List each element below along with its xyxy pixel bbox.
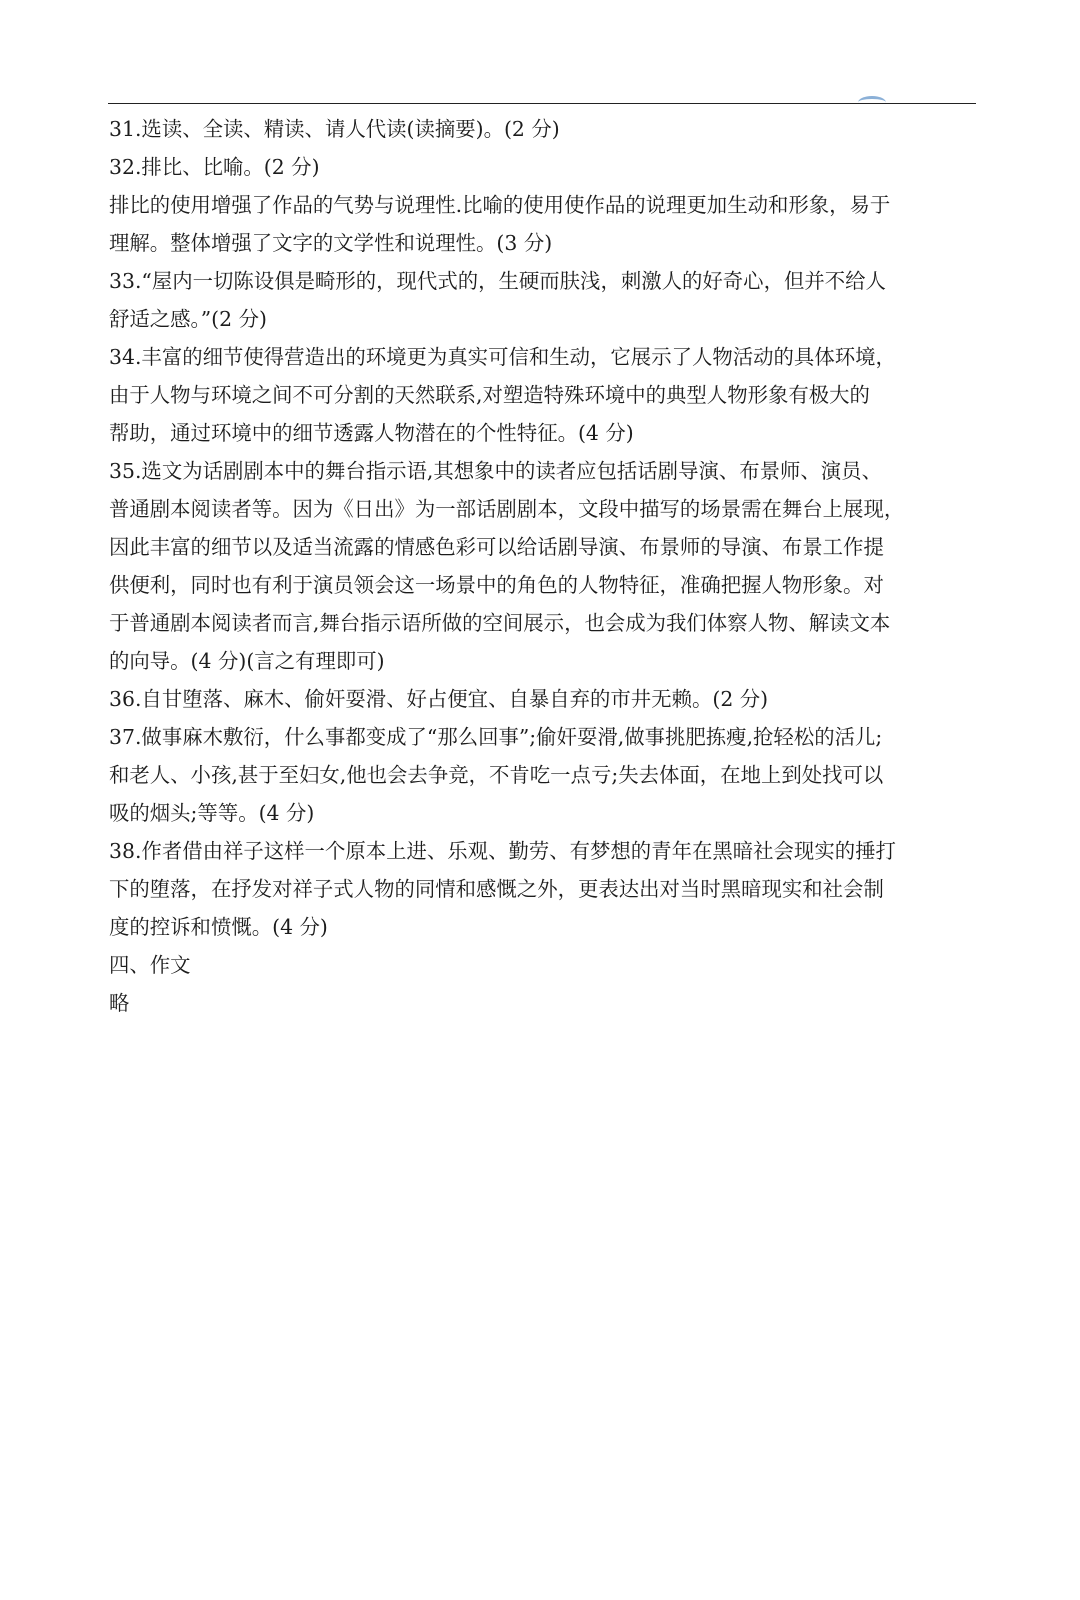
answer-35-line-6: 的向导。(4 分)(言之有理即可) (109, 649, 385, 673)
answer-35-line-2: 普通剧本阅读者等。因为《日出》为一部话剧剧本，文段中描写的场景需在舞台上展现， (109, 497, 905, 521)
answer-36-line-1: 36.自甘堕落、麻木、偷奸耍滑、好占便宜、自暴自弃的市井无赖。(2 分) (109, 687, 769, 711)
section-four-body: 略 (109, 991, 130, 1015)
answer-37-line-3: 吸的烟头;等等。(4 分) (109, 801, 315, 825)
header-decoration-mark (858, 96, 886, 109)
answer-34-line-2: 由于人物与环境之间不可分割的天然联系,对塑造特殊环境中的典型人物形象有极大的 (109, 383, 870, 407)
answer-35-line-3: 因此丰富的细节以及适当流露的情感色彩可以给话剧导演、布景师的导演、布景工作提 (109, 535, 884, 559)
answer-35-line-5: 于普通剧本阅读者而言,舞台指示语所做的空间展示，也会成为我们体察人物、解读文本 (109, 611, 891, 635)
answer-32-line-3: 理解。整体增强了文字的文学性和说理性。(3 分) (109, 231, 553, 255)
answer-38-line-3: 度的控诉和愤慨。(4 分) (109, 915, 328, 939)
header-rule (108, 103, 976, 104)
answer-32-line-1: 32.排比、比喻。(2 分) (109, 155, 320, 179)
answer-38-line-1: 38.作者借由祥子这样一个原本上进、乐观、勤劳、有梦想的青年在黑暗社会现实的捶打 (109, 839, 896, 863)
answer-33-line-2: 舒适之感。”(2 分) (109, 307, 267, 331)
answer-31-line-1: 31.选读、全读、精读、请人代读(读摘要)。(2 分) (109, 117, 560, 141)
answer-38-line-2: 下的堕落，在抒发对祥子式人物的同情和感慨之外，更表达出对当时黑暗现实和社会制 (109, 877, 884, 901)
answer-37-line-1: 37.做事麻木敷衍，什么事都变成了“那么回事”;偷奸耍滑,做事挑肥拣瘦,抢轻松的活儿; (109, 725, 883, 749)
answer-content (109, 110, 977, 1022)
answer-34-line-1: 34.丰富的细节使得营造出的环境更为真实可信和生动，它展示了人物活动的具体环境， (109, 345, 896, 369)
answer-34-line-3: 帮助，通过环境中的细节透露人物潜在的个性特征。(4 分) (109, 421, 634, 445)
answer-37-line-2: 和老人、小孩,甚于至妇女,他也会去争竞，不肯吃一点亏;失去体面，在地上到处找可以 (109, 763, 884, 787)
answer-32-line-2: 排比的使用增强了作品的气势与说理性.比喻的使用使作品的说理更加生动和形象，易于 (109, 193, 891, 217)
answer-35-line-4: 供便利，同时也有利于演员领会这一场景中的角色的人物特征，准确把握人物形象。对 (109, 573, 884, 597)
answer-35-line-1: 35.选文为话剧剧本中的舞台指示语,其想象中的读者应包括话剧导演、布景师、演员、 (109, 459, 882, 483)
section-four-heading: 四、作文 (109, 953, 191, 977)
answer-33-line-1: 33.“屋内一切陈设俱是畸形的，现代式的，生硬而肤浅，刺激人的好奇心，但并不给人 (109, 269, 886, 293)
